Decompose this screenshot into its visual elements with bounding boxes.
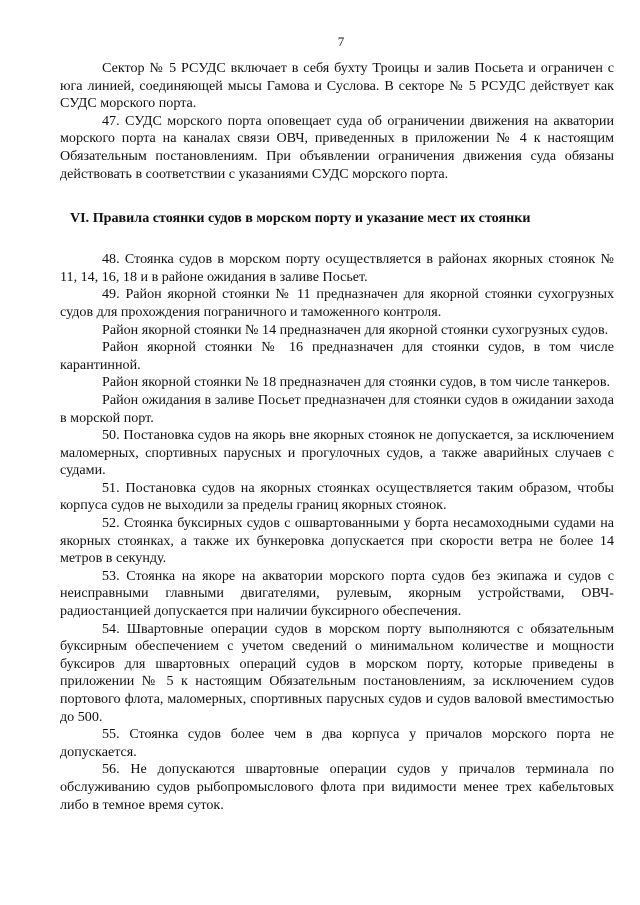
paragraph-anchorage-14: Район якорной стоянки № 14 предназначен для якорной стоянки сухогрузных судов. <box>102 321 609 338</box>
paragraph-51: 51. Постановка судов на якорных стоянках осуществляется таким образом, чтобы корпуса судов не выходили за пределы границ якорных стоянок. <box>60 479 614 514</box>
paragraph-waiting-area: Район ожидания в заливе Посьет предназначен для стоянки судов в ожидании захода в морской порт. <box>60 391 614 426</box>
paragraph-47: 47. СУДС морского порта оповещает суда об ограничении движения на акватории морского порта на каналах связи ОВЧ, приведенных в приложении № 4 к настоящим Обязательным постановлениям. При объявлении ограничения движения суда обязаны действовать в соответствии с указаниями СУДС морского порта. <box>60 112 614 182</box>
paragraph-53: 53. Стоянка на якоре на акватории морского порта судов без экипажа и судов с неисправными главными двигателями, рулевым, якорным устройствами, ОВЧ-радиостанцией допускается при наличии буксирного обеспечения. <box>60 567 614 620</box>
paragraph-anchorage-16: Район якорной стоянки № 16 предназначен для стоянки судов, в том числе карантинной. <box>60 339 614 373</box>
paragraph-55: 55. Стоянка судов более чем в два корпуса у причалов морского порта не допускается. <box>60 726 614 760</box>
paragraph-sector-5: Сектор № 5 РСУДС включает в себя бухту Троицы и залив Посьета и ограничен с юга линией, соединяющей мысы Гамова и Суслова. В секторе № 5 РСУДС действует как СУДС морского порта. <box>60 60 614 112</box>
paragraph-50: 50. Постановка судов на якорь вне якорных стоянок не допускается, за исключением маломерных, спортивных парусных и прогулочных судов, а также аварийных случаев с судами. <box>60 427 614 479</box>
paragraph-54: 54. Швартовные операции судов в морском порту выполняются с обязательным буксирным обеспечением с учетом сведений о минимальном количестве и мощности буксиров для швартовных операций судов в морском порту, которые приведены в приложении № 5 к настоящим Обязательным постановлениям, за исключением судов портового флота, маломерных, спортивных парусных судов и судов валовой вместимостью до 500. <box>60 620 614 725</box>
paragraph-48: 48. Стоянка судов в морском порту осуществляется в районах якорных стоянок № 11, 14, 16, 18 и в районе ожидания в заливе Посьет. <box>60 251 614 285</box>
section-heading: VI. Правила стоянки судов в морском порту и указание мест их стоянки <box>70 210 531 227</box>
page-number: 7 <box>337 34 345 49</box>
paragraph-52: 52. Стоянка буксирных судов с ошвартованными у борта несамоходными судами на якорных стоянках, а также их бункеровка допускается при скорости ветра не более 14 метров в секунду. <box>60 515 614 567</box>
paragraph-56: 56. Не допускаются швартовные операции судов у причалов терминала по обслуживанию судов рыбопромыслового флота при видимости менее трех кабельтовых либо в темное время суток. <box>60 761 614 813</box>
paragraph-49: 49. Район якорной стоянки № 11 предназначен для якорной стоянки сухогрузных судов для прохождения пограничного и таможенного контроля. <box>60 286 614 320</box>
paragraph-anchorage-18: Район якорной стоянки № 18 предназначен для стоянки судов, в том числе танкеров. <box>102 374 611 391</box>
